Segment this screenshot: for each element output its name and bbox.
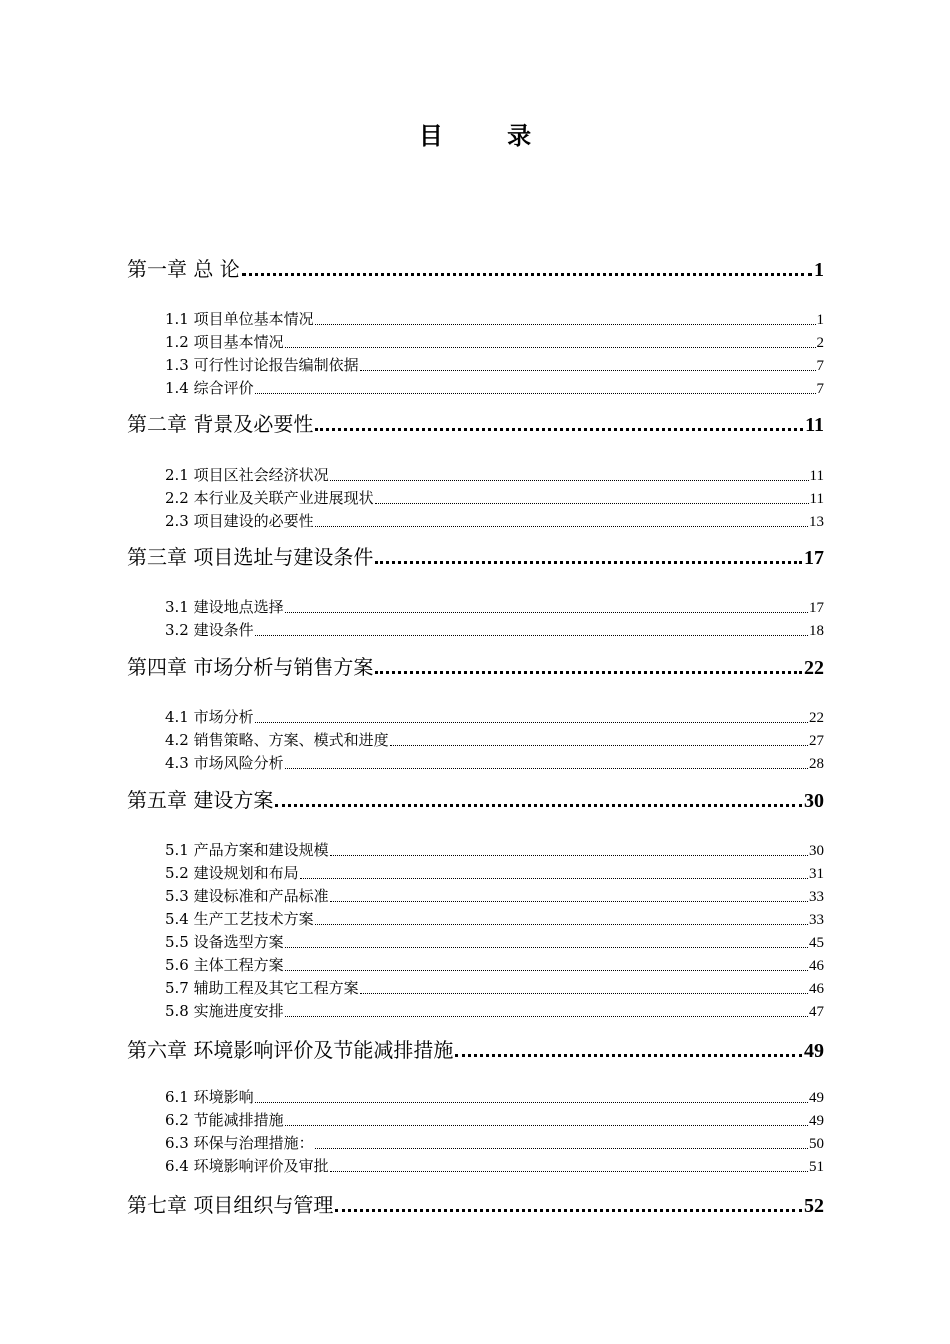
section-page: 45 (809, 935, 824, 951)
dot-leader (255, 1102, 808, 1103)
toc-chapter-7[interactable] (127, 1190, 824, 1218)
chapter-title: 第六章 环境影响评价及节能减排措施 (127, 1038, 454, 1062)
section-title: 1.4 综合评价 (165, 379, 254, 397)
section-title: 6.4 环境影响评价及审批 (165, 1157, 329, 1175)
chapter-title: 第二章 背景及必要性 (127, 412, 314, 436)
toc-section-4-2[interactable] (165, 730, 824, 750)
toc-section-2-3[interactable] (165, 511, 824, 531)
section-page: 51 (809, 1159, 824, 1175)
toc-section-5-3[interactable] (165, 886, 824, 906)
section-title: 5.7 辅助工程及其它工程方案 (165, 979, 359, 997)
section-title: 1.1 项目单位基本情况 (165, 310, 314, 328)
dot-leader (360, 370, 816, 371)
section-title: 4.1 市场分析 (165, 708, 254, 726)
section-page: 13 (809, 514, 824, 530)
dot-leader (390, 745, 808, 746)
dot-leader (330, 855, 808, 856)
dot-leader (375, 503, 809, 504)
chapter-title: 第一章 总 论 (127, 257, 240, 281)
chapter-page: 22 (804, 657, 824, 679)
toc-section-6-1[interactable] (165, 1087, 824, 1107)
section-page: 33 (809, 889, 824, 905)
chapter-page: 17 (804, 547, 824, 569)
toc-chapter-3[interactable] (127, 542, 824, 570)
dot-leader (360, 993, 808, 994)
section-page: 1 (816, 312, 824, 328)
section-title: 5.5 设备选型方案 (165, 933, 284, 951)
toc-section-1-3[interactable] (165, 355, 824, 375)
dot-leader (335, 1209, 802, 1212)
dot-leader (375, 561, 802, 564)
chapter-title: 第七章 项目组织与管理 (127, 1193, 334, 1217)
toc-chapter-1[interactable] (127, 254, 824, 282)
section-title: 2.2 本行业及关联产业进展现状 (165, 489, 374, 507)
dot-leader (315, 428, 803, 431)
section-page: 18 (809, 623, 824, 639)
dot-leader (330, 1171, 808, 1172)
section-page: 2 (816, 335, 824, 351)
toc-chapter-2[interactable] (127, 409, 824, 437)
dot-leader (242, 273, 812, 276)
chapter-title: 第四章 市场分析与销售方案 (127, 655, 374, 679)
dot-leader (315, 1148, 808, 1149)
section-title: 4.3 市场风险分析 (165, 754, 284, 772)
section-page: 11 (809, 468, 824, 484)
chapter-title: 第五章 建设方案 (127, 788, 274, 812)
toc-section-2-1[interactable] (165, 465, 824, 485)
section-page: 27 (809, 733, 824, 749)
toc-section-5-5[interactable] (165, 932, 824, 952)
toc-section-5-2[interactable] (165, 863, 824, 883)
toc-section-4-1[interactable] (165, 707, 824, 727)
section-title: 1.2 项目基本情况 (165, 333, 284, 351)
dot-leader (285, 612, 808, 613)
chapter-page: 30 (804, 790, 824, 812)
section-page: 28 (809, 756, 824, 772)
section-page: 11 (809, 491, 824, 507)
section-title: 1.3 可行性讨论报告编制依据 (165, 356, 359, 374)
chapter-page: 11 (805, 414, 824, 436)
toc-title: 目 录 (418, 121, 560, 150)
section-page: 33 (809, 912, 824, 928)
section-page: 17 (809, 600, 824, 616)
toc-section-1-1[interactable] (165, 309, 824, 329)
section-title: 5.3 建设标准和产品标准 (165, 887, 329, 905)
section-title: 5.6 主体工程方案 (165, 956, 284, 974)
toc-section-6-2[interactable] (165, 1110, 824, 1130)
section-title: 2.3 项目建设的必要性 (165, 512, 314, 530)
section-title: 5.8 实施进度安排 (165, 1002, 284, 1020)
toc-section-1-4[interactable] (165, 378, 824, 398)
section-title: 5.4 生产工艺技术方案 (165, 910, 314, 928)
section-page: 49 (809, 1113, 824, 1129)
dot-leader (455, 1054, 802, 1057)
section-page: 22 (809, 710, 824, 726)
chapter-page: 1 (814, 259, 824, 281)
section-title: 6.1 环境影响 (165, 1088, 254, 1106)
section-title: 5.2 建设规划和布局 (165, 864, 299, 882)
dot-leader (300, 878, 808, 879)
dot-leader (285, 768, 808, 769)
toc-section-5-7[interactable] (165, 978, 824, 998)
toc-section-5-6[interactable] (165, 955, 824, 975)
section-title: 4.2 销售策略、方案、模式和进度 (165, 731, 389, 749)
dot-leader (315, 924, 808, 925)
toc-section-3-2[interactable] (165, 620, 824, 640)
dot-leader (285, 1125, 808, 1126)
toc-section-3-1[interactable] (165, 597, 824, 617)
section-page: 46 (809, 958, 824, 974)
toc-chapter-6[interactable] (127, 1035, 824, 1063)
toc-chapter-5[interactable] (127, 785, 824, 813)
section-title: 3.2 建设条件 (165, 621, 254, 639)
toc-section-5-1[interactable] (165, 840, 824, 860)
dot-leader (375, 671, 802, 674)
section-page: 30 (809, 843, 824, 859)
toc-section-1-2[interactable] (165, 332, 824, 352)
section-title: 5.1 产品方案和建设规模 (165, 841, 329, 859)
chapter-page: 52 (804, 1195, 824, 1217)
section-title: 6.3 环保与治理措施： (165, 1134, 314, 1152)
toc-section-6-4[interactable] (165, 1156, 824, 1176)
section-page: 50 (809, 1136, 824, 1152)
dot-leader (315, 526, 808, 527)
dot-leader (315, 324, 816, 325)
dot-leader (330, 480, 809, 481)
toc-section-5-8[interactable] (165, 1001, 824, 1021)
section-title: 3.1 建设地点选择 (165, 598, 284, 616)
section-page: 47 (809, 1004, 824, 1020)
section-page: 49 (809, 1090, 824, 1106)
section-page: 7 (816, 381, 824, 397)
dot-leader (255, 635, 808, 636)
dot-leader (285, 970, 808, 971)
section-page: 46 (809, 981, 824, 997)
dot-leader (285, 947, 808, 948)
toc-section-4-3[interactable] (165, 753, 824, 773)
dot-leader (255, 393, 816, 394)
toc-chapter-4[interactable] (127, 652, 824, 680)
section-title: 6.2 节能减排措施 (165, 1111, 284, 1129)
dot-leader (275, 804, 802, 807)
section-page: 7 (816, 358, 824, 374)
chapter-page: 49 (804, 1040, 824, 1062)
dot-leader (330, 901, 808, 902)
toc-section-2-2[interactable] (165, 488, 824, 508)
chapter-title: 第三章 项目选址与建设条件 (127, 545, 374, 569)
section-page: 31 (809, 866, 824, 882)
dot-leader (255, 722, 808, 723)
toc-section-5-4[interactable] (165, 909, 824, 929)
section-title: 2.1 项目区社会经济状况 (165, 466, 329, 484)
dot-leader (285, 1016, 808, 1017)
toc-section-6-3[interactable] (165, 1133, 824, 1153)
dot-leader (285, 347, 816, 348)
